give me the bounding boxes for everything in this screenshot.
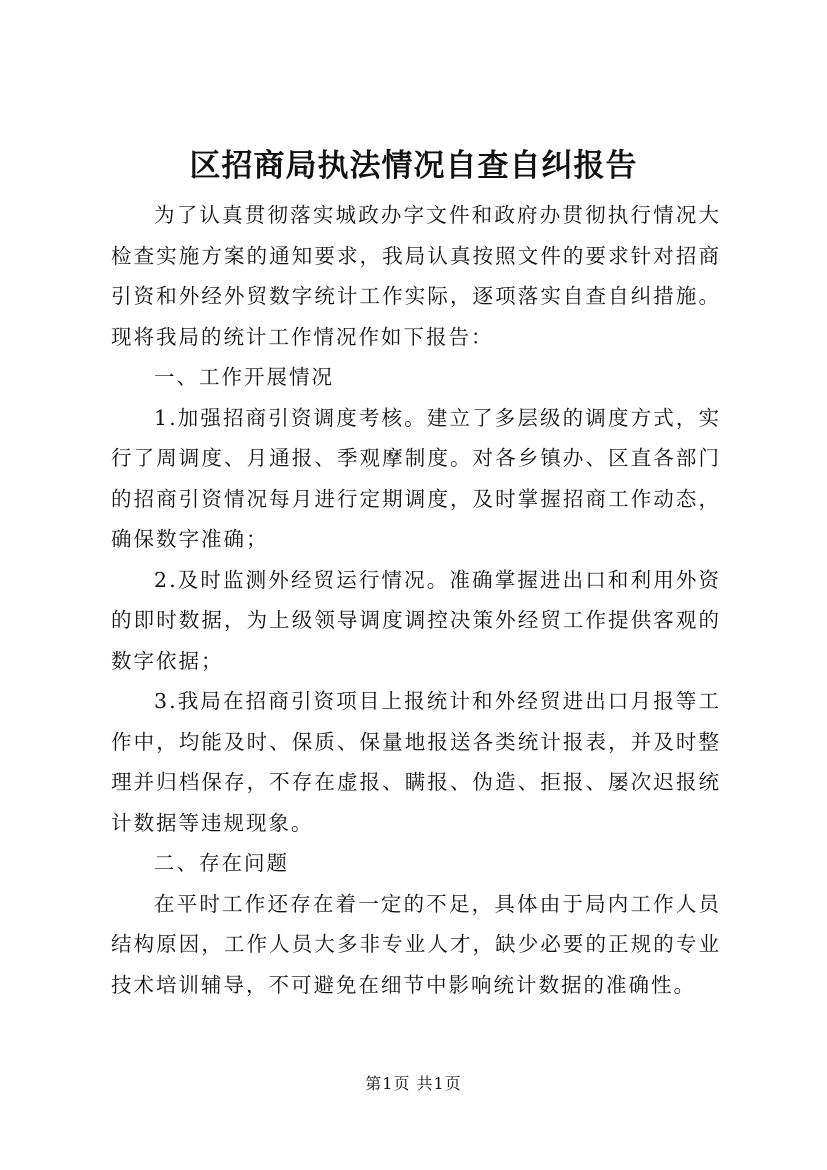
section-heading-work: 一、工作开展情况	[154, 365, 335, 389]
section-heading-problems: 二、存在问题	[154, 851, 290, 875]
page-number-footer: 第1页 共1页	[365, 1074, 462, 1093]
paragraph-problems: 在平时工作还存在着一定的不足，具体由于局内工作人员结构原因，工作人员大多非专业人才，缺少必要的正规的专业技术培训辅导，不可避免在细节中影响统计数据的准确性。	[111, 891, 721, 997]
paragraph-item-2: 2.及时监测外经贸运行情况。准确掌握进出口和利用外资的即时数据，为上级领导调度调控决策外经贸工作提供客观的数字依据；	[111, 567, 721, 673]
paragraph-item-1: 1.加强招商引资调度考核。建立了多层级的调度方式，实行了周调度、月通报、季观摩制度。对各乡镇办、区直各部门的招商引资情况每月进行定期调度，及时掌握招商工作动态，确保数字准确；	[111, 405, 721, 551]
paragraph-intro: 为了认真贯彻落实城政办字文件和政府办贯彻执行情况大检查实施方案的通知要求，我局认真按照文件的要求针对招商引资和外经外贸数字统计工作实际，逐项落实自查自纠措施。现将我局的统计工作情况作如下报告：	[111, 203, 721, 349]
document-title: 区招商局执法情况自查自纠报告	[189, 148, 638, 184]
document-body	[111, 195, 721, 1005]
paragraph-item-3: 3.我局在招商引资项目上报统计和外经贸进出口月报等工作中，均能及时、保质、保量地报送各类统计报表，并及时整理并归档保存，不存在虚报、瞒报、伪造、拒报、屡次迟报统计数据等违规现象。	[111, 689, 721, 835]
